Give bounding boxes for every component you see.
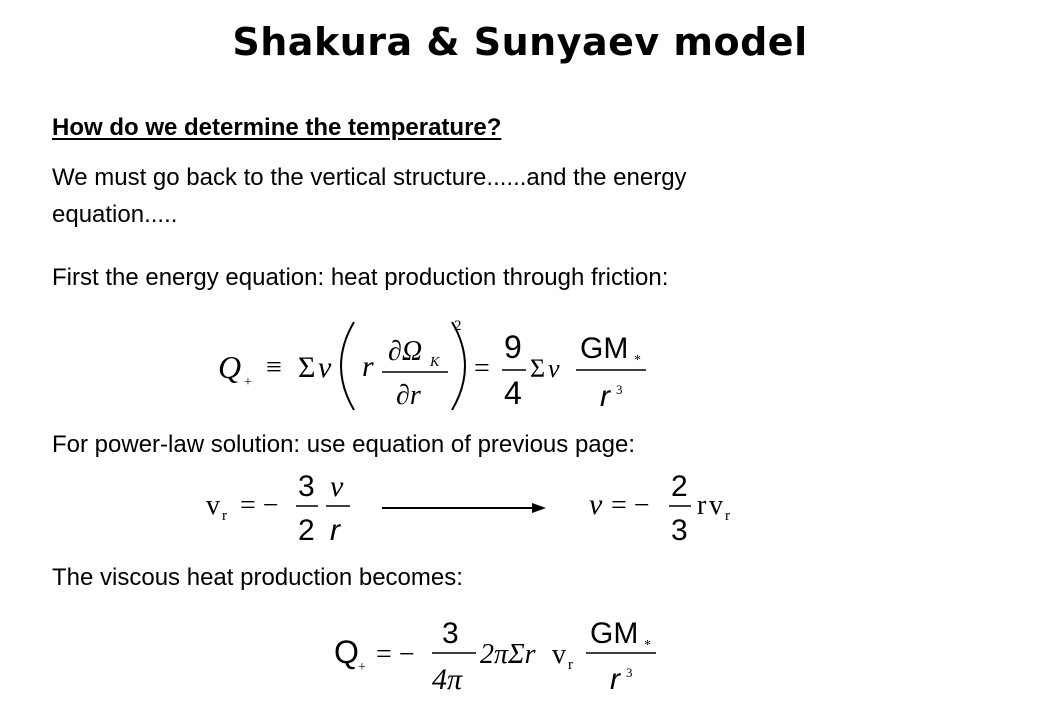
eq1-sigma: Σ	[298, 351, 316, 384]
eq4-two-pi-sigma-r: 2πΣr	[480, 639, 536, 670]
eq1-left-paren	[341, 322, 354, 410]
eq1-Q: Q	[218, 349, 242, 385]
eq1-partial-r: ∂r	[396, 380, 421, 411]
equation-viscosity	[585, 470, 745, 550]
eq3-three: 3	[671, 514, 688, 547]
eq1-r: r	[362, 350, 374, 383]
eq4-plus: +	[358, 660, 366, 675]
eq1-r-den: r	[600, 380, 610, 413]
arrow-icon	[380, 496, 550, 520]
paragraph-energy-equation: First the energy equation: heat production through friction:	[52, 264, 669, 291]
eq1-partial-omega: ∂Ω	[388, 336, 423, 367]
eq2-nu: ν	[330, 470, 344, 503]
eq2-three: 3	[298, 470, 315, 503]
eq1-equiv: ≡	[266, 352, 282, 383]
eq3-sub-r: r	[725, 508, 730, 524]
eq2-two: 2	[298, 514, 315, 547]
eq2-r: r	[330, 514, 340, 547]
eq3-two: 2	[671, 470, 688, 503]
eq1-plus: +	[244, 375, 252, 390]
eq4-equals-minus: = −	[376, 639, 415, 670]
eq4-sub-r: r	[568, 657, 573, 673]
eq1-sigma-2: Σ	[530, 354, 546, 383]
eq4-cube: 3	[626, 665, 633, 680]
eq1-right-paren	[452, 322, 465, 410]
eq4-gm: GM	[590, 617, 639, 650]
paragraph-viscous-heat: The viscous heat production becomes:	[52, 564, 463, 591]
eq2-sub-r: r	[222, 508, 227, 524]
eq3-nu: ν	[589, 488, 603, 521]
eq4-four-pi: 4π	[432, 663, 463, 696]
eq1-four: 4	[504, 375, 522, 411]
eq2-v: v	[206, 490, 220, 521]
eq4-star: *	[644, 638, 651, 653]
equation-radial-velocity	[200, 470, 370, 550]
eq1-power: 2	[454, 318, 462, 334]
paragraph-vertical-structure-line2: equation.....	[52, 201, 178, 228]
eq4-r-den: r	[610, 663, 620, 696]
eq3-v: v	[709, 490, 723, 521]
paragraph-power-law: For power-law solution: use equation of previous page:	[52, 431, 636, 458]
eq3-r: r	[697, 490, 707, 521]
slide-title: Shakura & Sunyaev model	[232, 20, 808, 64]
eq1-subscript-k: K	[430, 355, 440, 370]
eq2-equals-minus: = −	[240, 490, 279, 521]
paragraph-vertical-structure-line1: We must go back to the vertical structure......and the energy	[52, 164, 687, 191]
eq1-star: *	[634, 353, 641, 368]
eq1-nu-2: ν	[548, 354, 560, 383]
equation-heat-production	[210, 310, 670, 420]
eq1-cube: 3	[616, 382, 623, 397]
eq1-gm: GM	[580, 332, 629, 365]
eq4-three: 3	[442, 617, 459, 650]
eq4-Q: Q	[334, 634, 359, 670]
section-heading: How do we determine the temperature?	[52, 114, 502, 141]
eq3-equals-minus: = −	[611, 490, 650, 521]
eq1-equals: =	[474, 353, 490, 384]
eq4-v: v	[552, 639, 566, 670]
eq1-nu: ν	[318, 351, 332, 384]
equation-viscous-heat	[330, 605, 670, 695]
eq1-nine: 9	[504, 329, 522, 365]
